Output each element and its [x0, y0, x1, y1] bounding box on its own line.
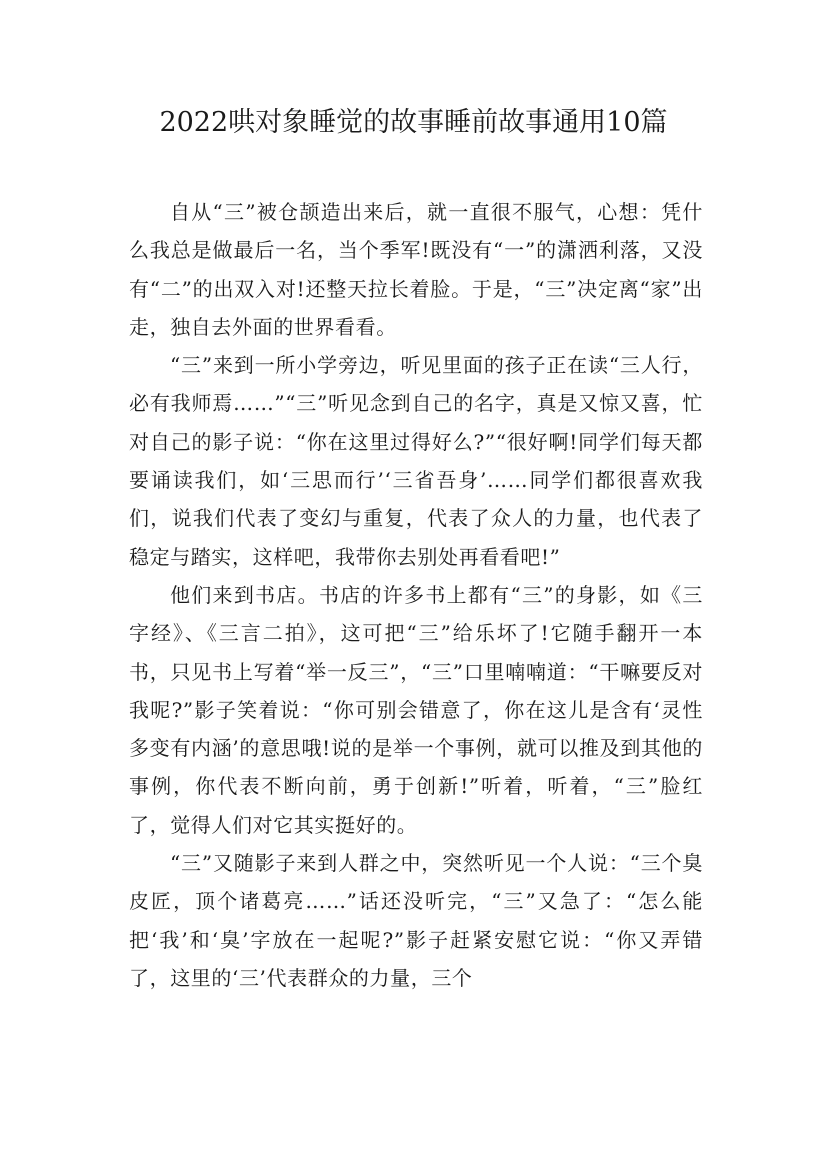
document-body: [129, 193, 703, 997]
paragraph: “三”来到一所小学旁边，听见里面的孩子正在读“三人行，必有我师焉……”“三”听见念到自己的名字，真是又惊又喜，忙对自己的影子说：“你在这里过得好么?”“很好啊!同学们每天都要诵读我们，如‘三思而行’‘三省吾身’……同学们都很喜欢我们，说我们代表了变幻与重复，代表了众人的力量，也代表了稳定与踏实，这样吧，我带你去别处再看看吧!”: [129, 353, 703, 569]
paragraph: 他们来到书店。书店的许多书上都有“三”的身影，如《三字经》、《三言二拍》，这可把“三”给乐坏了!它随手翻开一本书，只见书上写着“举一反三”，“三”口里喃喃道：“干嘛要反对我呢?”影子笑着说：“你可别会错意了，你在这儿是含有‘灵性多变有内涵’的意思哦!说的是举一个事例，就可以推及到其他的事例，你代表不断向前，勇于创新!”听着，听着，“三”脸红了，觉得人们对它其实挺好的。: [129, 582, 703, 837]
paragraph: 自从“三”被仓颉造出来后，就一直很不服气，心想：凭什么我总是做最后一名，当个季军!既没有“一”的潇洒利落，又没有“二”的出双入对!还整天拉长着脸。于是，“三”决定离“家”出走，独自去外面的世界看看。: [129, 200, 703, 339]
paragraph: “三”又随影子来到人群之中，突然听见一个人说：“三个臭皮匠，顶个诸葛亮……”话还没听完，“三”又急了：“怎么能把‘我’和‘臭’字放在一起呢?”影子赶紧安慰它说：“你又弄错了，这里的‘三’代表群众的力量，三个: [129, 851, 703, 990]
document-title: 2022哄对象睡觉的故事睡前故事通用10篇: [159, 107, 668, 138]
